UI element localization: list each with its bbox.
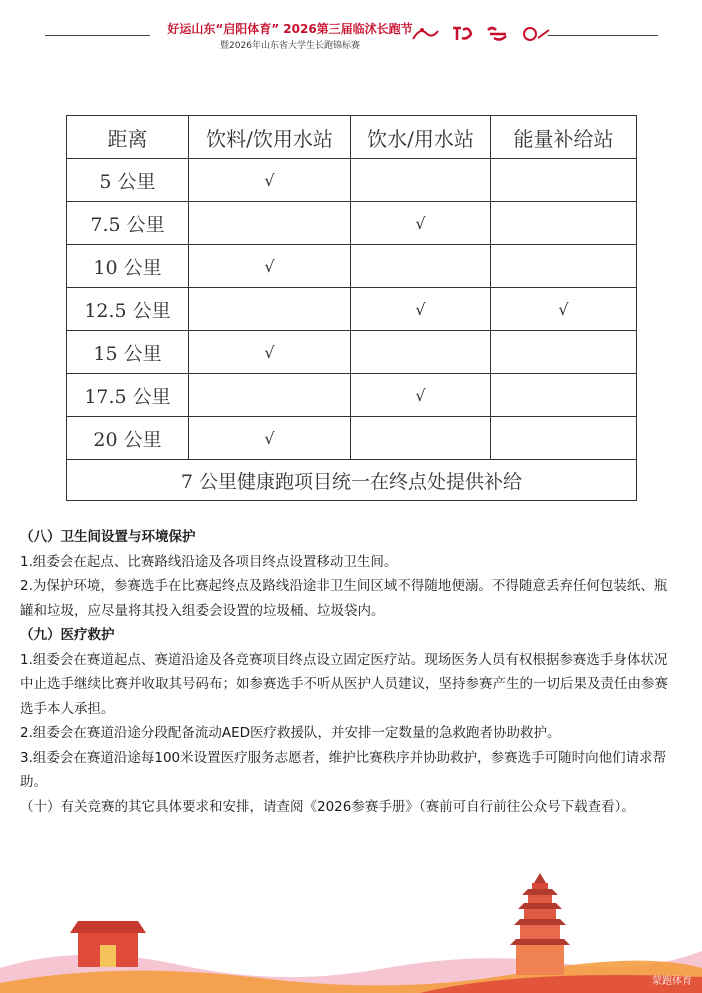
document-body: [20, 525, 680, 819]
water-check-cell: [351, 331, 491, 374]
section-8-title: （八）卫生间设置与环境保护: [20, 529, 196, 545]
section-9-title: （九）医疗救护: [20, 627, 115, 643]
energy-check-cell: √: [491, 288, 637, 331]
logo-linshu: [449, 24, 475, 44]
energy-check-cell: [491, 331, 637, 374]
distance-cell: 20 公里: [67, 417, 189, 460]
supply-station-table: [66, 115, 637, 501]
table-header-row: [67, 116, 637, 159]
table-row: [67, 288, 637, 331]
linshu-logo-icon: [449, 24, 475, 44]
section-9-paragraph-2: 2.组委会在赛道沿途分段配备流动AED医疗救援队，并安排一定数量的急救跑者协助救护。: [20, 725, 561, 741]
qiyang-logo-icon: [484, 24, 512, 44]
table-footer-note: 7 公里健康跑项目统一在终点处提供补给: [67, 460, 637, 501]
section-9-paragraph-3: 3.组委会在赛道沿途每100米设置医疗服务志愿者，维护比赛秩序并协助救护，参赛选手可随时向他们请求帮助。: [20, 749, 667, 790]
distance-cell: 17.5 公里: [67, 374, 189, 417]
water-check-cell: [351, 417, 491, 460]
mengpao-logo-icon: [521, 25, 551, 43]
watermark: 蒙跑体育: [652, 976, 692, 987]
drink-check-cell: √: [189, 417, 351, 460]
table-row: [67, 331, 637, 374]
table-row: [67, 202, 637, 245]
header-distance: 距离: [67, 116, 189, 159]
distance-cell: 10 公里: [67, 245, 189, 288]
drink-check-cell: [189, 288, 351, 331]
water-check-cell: √: [351, 374, 491, 417]
section-10-paragraph: （十）有关竞赛的其它具体要求和安排，请查阅《2026参赛手册》（赛前可自行前往公众号下载查看）。: [20, 798, 635, 815]
water-check-cell: [351, 245, 491, 288]
event-logo: [410, 25, 440, 43]
pagoda-tower-icon: [510, 873, 570, 975]
section-8-paragraph-2: 2.为保护环境，参赛选手在比赛起终点及路线沿途非卫生间区域不得随地便溺。不得随意丢弃任何包装纸、瓶罐和垃圾，应尽量将其投入组委会设置的垃圾桶、垃圾袋内。: [20, 578, 668, 619]
water-check-cell: [351, 159, 491, 202]
header-rule-left: [45, 35, 150, 36]
logo-mengpao: [521, 25, 551, 43]
header-logos: [410, 24, 551, 44]
table-row: [67, 374, 637, 417]
table-row: [67, 417, 637, 460]
water-check-cell: √: [351, 202, 491, 245]
table-footer-row: [67, 460, 637, 501]
header-subtitle: 暨2026年山东省大学生长跑锦标赛: [220, 41, 360, 51]
distance-cell: 12.5 公里: [67, 288, 189, 331]
distance-cell: 5 公里: [67, 159, 189, 202]
table-row: [67, 245, 637, 288]
runner-logo-icon: [410, 25, 440, 43]
section-8-paragraph-1: 1.组委会在起点、比赛路线沿途及各项目终点设置移动卫生间。: [20, 553, 398, 570]
logo-qiyang: [484, 24, 512, 44]
header-water-station: 饮水/用水站: [351, 116, 491, 159]
table-row: [67, 159, 637, 202]
header-drink-station: 饮料/饮用水站: [189, 116, 351, 159]
header-energy-station: 能量补给站: [491, 116, 637, 159]
water-check-cell: √: [351, 288, 491, 331]
drink-check-cell: √: [189, 331, 351, 374]
energy-check-cell: [491, 245, 637, 288]
header-title: 好运山东“启阳体育” 2026第三届临沭长跑节: [167, 22, 413, 36]
energy-check-cell: [491, 374, 637, 417]
distance-cell: 7.5 公里: [67, 202, 189, 245]
section-9-paragraph-1: 1.组委会在赛道起点、赛道沿途及各竞赛项目终点设立固定医疗站。现场医务人员有权根据参赛选手身体状况中止选手继续比赛并收取其号码布；如参赛选手不听从医护人员建议，坚持参赛产生的一切后果及责任由参赛选手本人承担。: [20, 651, 668, 717]
bottom-wave-decoration: [0, 873, 702, 993]
energy-check-cell: [491, 417, 637, 460]
drink-check-cell: [189, 202, 351, 245]
drink-check-cell: √: [189, 159, 351, 202]
gate-building-icon: [70, 921, 146, 967]
distance-cell: 15 公里: [67, 331, 189, 374]
energy-check-cell: [491, 202, 637, 245]
energy-check-cell: [491, 159, 637, 202]
drink-check-cell: [189, 374, 351, 417]
drink-check-cell: √: [189, 245, 351, 288]
header-rule-right: [548, 35, 658, 36]
